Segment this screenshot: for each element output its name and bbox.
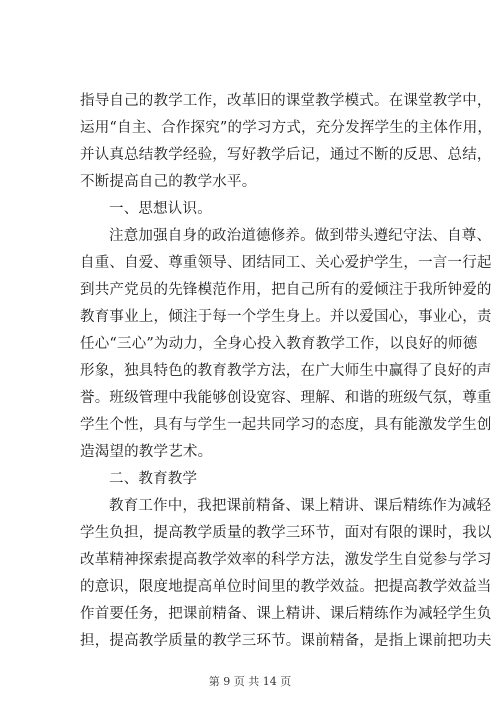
- paragraph-line: 任心“三心”为动力，全身心投入教育教学工作，以良好的师德: [80, 336, 478, 352]
- paragraph-line: 注意加强自身的政治道德修养。做到带头遵纪守法、自尊、: [109, 228, 492, 244]
- paragraph-line: 自重、自爱、尊重领导、团结同工、关心爱护学生，一言一行起: [80, 255, 492, 271]
- paragraph-line: 不断提高自己的教学水平。: [80, 174, 257, 190]
- paragraph-line: 作首要任务，把课前精备、课上精讲、课后精练作为减轻学生负: [80, 606, 492, 622]
- page-footer: 第 9 页 共 14 页: [208, 675, 292, 688]
- section-heading-teaching: 二、教育教学: [109, 471, 198, 487]
- paragraph-line: 造渴望的教学艺术。: [80, 444, 213, 460]
- paragraph-line: 教育事业上，倾注于每一个学生身上。并以爱国心，事业心，责: [80, 309, 492, 325]
- paragraph-line: 的意识，限度地提高单位时间里的教学效益。把提高教学效益当: [80, 579, 492, 595]
- paragraph-line: 改革精神探索提高教学效率的科学方法，激发学生自觉参与学习: [80, 552, 492, 568]
- paragraph-line: 学生负担，提高教学质量的教学三环节，面对有限的课时，我以: [80, 525, 492, 541]
- paragraph-line: 运用“自主、合作探究”的学习方式，充分发挥学生的主体作用，: [80, 120, 493, 136]
- paragraph-line: 誉。班级管理中我能够创设宽容、理解、和谐的班级气氛，尊重: [80, 390, 492, 406]
- paragraph-line: 到共产党员的先锋模范作用，把自己所有的爱倾注于我所钟爱的: [80, 282, 492, 298]
- paragraph-line: 形象，独具特色的教育教学方法，在广大师生中赢得了良好的声: [80, 363, 492, 379]
- paragraph-line: 担，提高教学质量的教学三环节。课前精备，是指上课前把功夫: [80, 633, 492, 649]
- paragraph-line: 并认真总结教学经验，写好教学后记，通过不断的反思、总结，: [80, 147, 492, 163]
- section-heading-ideology: 一、思想认识。: [109, 201, 212, 217]
- paragraph-line: 教育工作中，我把课前精备、课上精讲、课后精练作为减轻: [109, 498, 492, 514]
- paragraph-line: 学生个性，具有与学生一起共同学习的态度，具有能激发学生创: [80, 417, 492, 433]
- paragraph-line: 指导自己的教学工作，改革旧的课堂教学模式。在课堂教学中，: [80, 93, 492, 109]
- document-body: [80, 88, 493, 655]
